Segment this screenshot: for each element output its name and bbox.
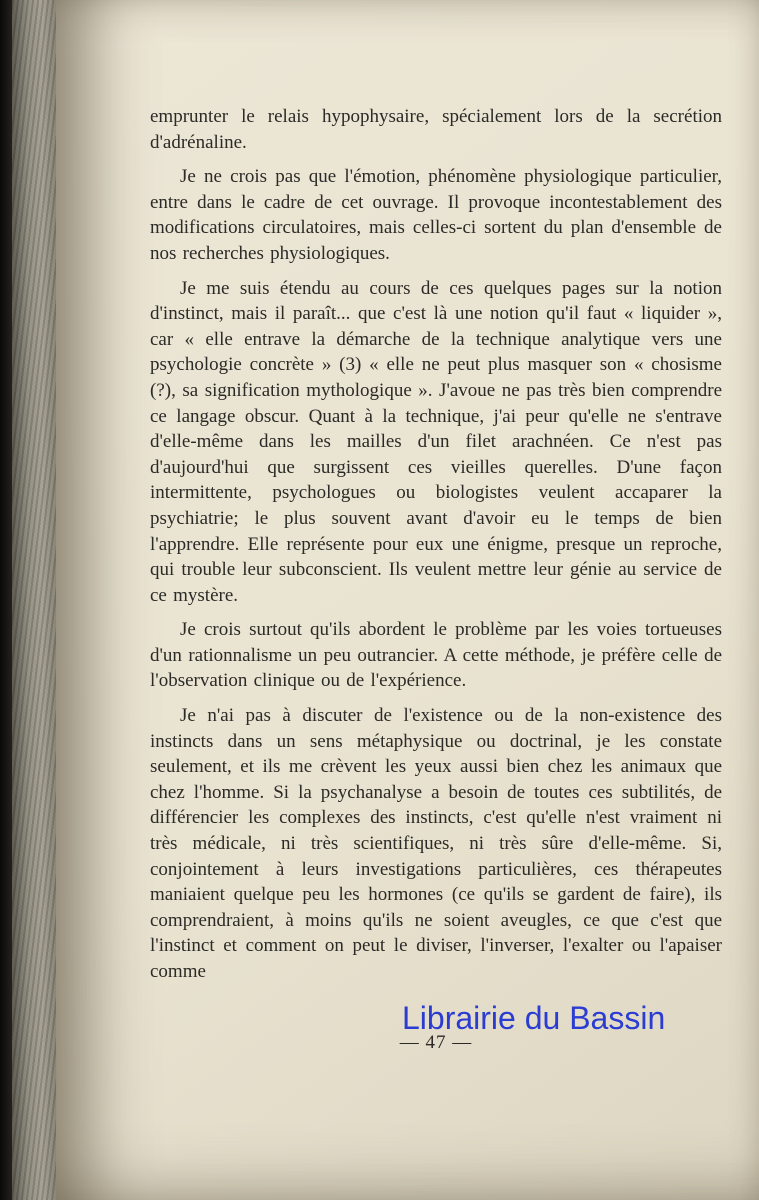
book-binding-edge bbox=[12, 0, 58, 1200]
page-text bbox=[150, 104, 722, 994]
photo-background-edge bbox=[0, 0, 12, 1200]
page-number: — 47 — bbox=[399, 1032, 473, 1053]
paragraph: Je me suis étendu au cours de ces quelques pages sur la notion d'instinct, mais il paraît... que c'est là une notion qu'il faut « liquider », car « elle entrave la démarche de la technique analytique vers une psychologie concrète » (3) « elle ne peut plus masquer son « chosisme (?), sa signification mythologique ». J'avoue ne pas très bien comprendre ce langage obscur. Quant à la technique, j'ai peur qu'elle ne s'entrave d'elle-même dans les mailles d'un filet arachnéen. Ce n'est pas d'aujourd'hui que surgissent ces vieilles querelles. D'une façon intermittente, psychologues ou biologistes veulent accaparer la psychiatrie; le plus souvent avant d'avoir eu le temps de bien l'apprendre. Elle représente pour eux une énigme, presque un reproche, qui trouble leur subconscient. Ils veulent mettre leur génie au service de ce mystère. bbox=[150, 277, 722, 606]
paragraph: Je n'ai pas à discuter de l'existence ou de la non-existence des instincts dans un sens métaphysique ou doctrinal, je les constate seulement, et ils me crèvent les yeux aussi bien chez les animaux que chez l'homme. Si la psychanalyse a besoin de toutes ces subtilités, de différencier les complexes des instincts, c'est qu'elle n'est vraiment ni très médicale, ni très scientifiques, ni très sûre d'elle-même. Si, conjointement à leurs investigations particulières, ces thérapeutes maniaient quelque peu les hormones (ce qu'ils se gardent de faire), ils comprendraient, à moins qu'ils ne soient aveugles, ce que c'est que l'instinct et comment on peut le diviser, l'inverser, l'exalter ou l'apaiser comme bbox=[150, 705, 722, 982]
paragraph: Je ne crois pas que l'émotion, phénomène physiologique particulier, entre dans le cadre de cet ouvrage. Il provoque incontestablement des modifications circulatoires, mais celles-ci sortent du plan d'ensemble de nos recherches physiologiques. bbox=[150, 166, 722, 264]
paragraph: emprunter le relais hypophysaire, spécialement lors de la secrétion d'adrénaline. bbox=[150, 106, 722, 153]
paragraph: Je crois surtout qu'ils abordent le problème par les voies tortueuses d'un rationnalisme un peu outrancier. A cette méthode, je préfère celle de l'observation clinique ou de l'expérience. bbox=[150, 619, 722, 692]
bookseller-watermark: Librairie du Bassin bbox=[402, 1000, 666, 1036]
